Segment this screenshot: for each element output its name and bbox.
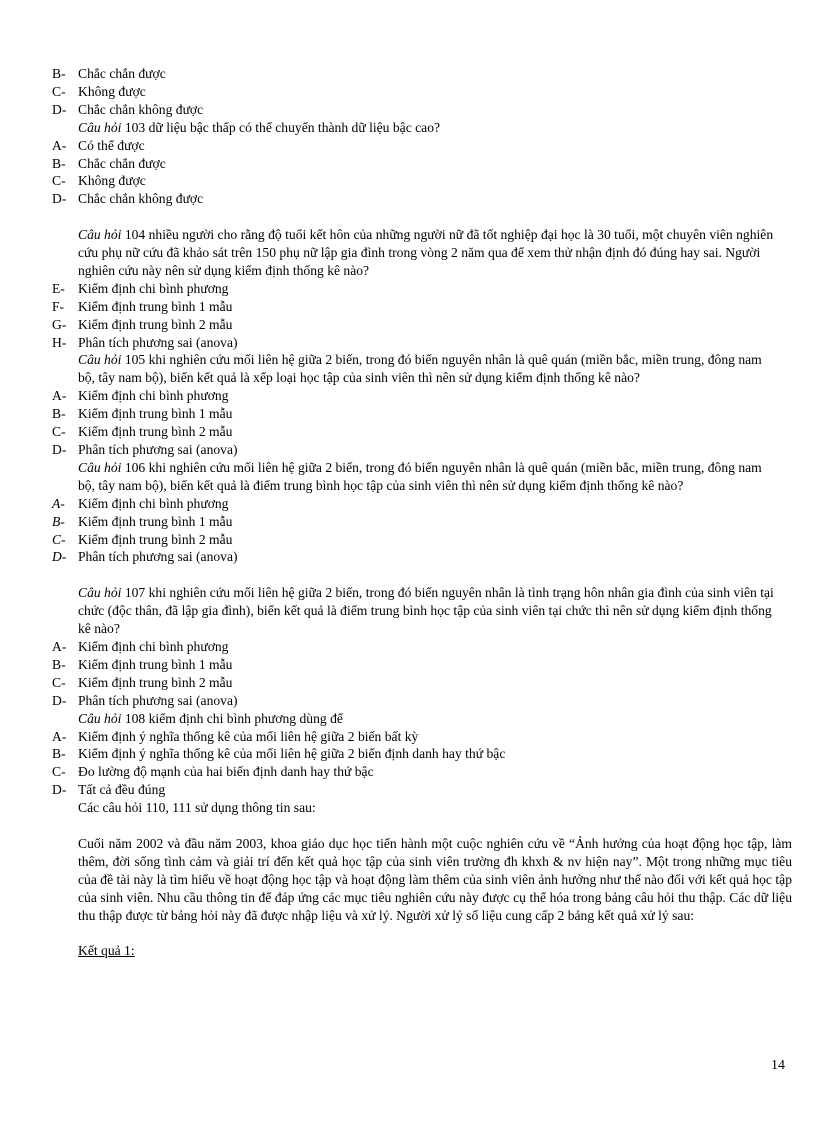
option-c xyxy=(52,763,792,781)
question-text: 103 dữ liệu bậc thấp có thể chuyển thành dữ liệu bậc cao? xyxy=(121,119,441,135)
option-d xyxy=(52,441,792,459)
question-label: Câu hỏi xyxy=(78,119,122,135)
option-text: Kiểm định trung bình 1 mẫu xyxy=(78,513,233,529)
question-text: 107 khi nghiên cứu mối liên hệ giữa 2 biến, trong đó biến nguyên nhân là tình trạng hôn nhân gia đình của sinh viên tại chức (độc thân, đã lập gia đình), biến kết quả là điểm trung bình học tập của sinh viên tại chức thì nên sử dụng kiểm định thống kê nào? xyxy=(78,585,774,637)
option-letter: G- xyxy=(52,316,67,332)
option-letter: F- xyxy=(52,298,65,314)
option-letter: B- xyxy=(52,66,66,81)
option-letter: E- xyxy=(52,280,65,296)
option-letter: A- xyxy=(52,638,67,654)
spacer xyxy=(52,924,792,942)
option-c xyxy=(52,83,792,101)
question-106 xyxy=(52,459,792,495)
question-label: Câu hỏi xyxy=(78,227,122,243)
option-text: Tất cả đều đúng xyxy=(78,782,166,798)
question-label: Câu hỏi xyxy=(78,459,122,475)
option-letter: D- xyxy=(52,549,67,565)
question-text: 106 khi nghiên cứu mối liên hệ giữa 2 biến, trong đó biến nguyên nhân là quê quán (miền bắc, miền trung, đông nam bộ, tây nam bộ), biến kết quả là điểm trung bình học tập của sinh viên thì nên sử dụng kiểm định thống kê nào? xyxy=(78,459,762,493)
option-text: Không được xyxy=(78,173,146,189)
option-c xyxy=(52,172,792,190)
spacer xyxy=(52,817,792,835)
option-text: Kiểm định chi bình phương xyxy=(78,495,229,511)
option-c xyxy=(52,674,792,692)
option-a xyxy=(52,728,792,746)
result-heading: Kết quả 1: xyxy=(78,943,135,959)
option-text: Kiểm định ý nghĩa thống kê của mối liên hệ giữa 2 biến định danh hay thứ bậc xyxy=(78,746,506,762)
question-text: 105 khi nghiên cứu mối liên hệ giữa 2 biến, trong đó biến nguyên nhân là quê quán (miền bắc, miền trung, đông nam bộ, tây nam bộ), biến kết quả là xếp loại học tập của sinh viên thì nên sử dụng kiểm định thống kê nào? xyxy=(78,352,762,386)
question-107 xyxy=(52,584,792,638)
option-letter: B- xyxy=(52,746,66,762)
option-a xyxy=(52,638,792,656)
option-letter: A- xyxy=(52,388,67,404)
option-letter: H- xyxy=(52,334,67,350)
option-b xyxy=(52,745,792,763)
option-text: Kiểm định trung bình 2 mẫu xyxy=(78,316,233,332)
option-d xyxy=(52,781,792,799)
question-104 xyxy=(52,226,792,280)
option-letter: C- xyxy=(52,173,66,189)
option-letter: D- xyxy=(52,782,67,798)
question-103 xyxy=(52,119,792,137)
option-text: Kiểm định trung bình 2 mẫu xyxy=(78,531,233,547)
option-text: Kiểm định trung bình 1 mẫu xyxy=(78,656,233,672)
option-letter: B- xyxy=(52,406,66,422)
option-text: Kiểm định chi bình phương xyxy=(78,388,229,404)
option-a xyxy=(52,495,792,513)
option-d xyxy=(52,190,792,208)
option-text: Phân tích phương sai (anova) xyxy=(78,692,238,708)
option-a xyxy=(52,387,792,405)
option-letter: D- xyxy=(52,692,67,708)
option-text: Phân tích phương sai (anova) xyxy=(78,334,238,350)
question-label: Câu hỏi xyxy=(78,585,122,601)
option-text: Kiểm định trung bình 2 mẫu xyxy=(78,674,233,690)
question-label: Câu hỏi xyxy=(78,352,122,368)
option-text: Chắc chắn không được xyxy=(78,101,204,117)
option-text: Đo lường độ mạnh của hai biến định danh hay thứ bậc xyxy=(78,764,374,780)
question-105 xyxy=(52,351,792,387)
page-content xyxy=(52,65,792,960)
option-text: Kiểm định trung bình 1 mẫu xyxy=(78,298,233,314)
context-paragraph: Cuối năm 2002 và đầu năm 2003, khoa giáo dục học tiến hành một cuộc nghiên cứu về “Ảnh hưởng của hoạt động học tập, làm thêm, đời sống tình cảm và giải trí đến kết quả học tập của sinh viên trường đh khxh & nv hiện nay”. Một trong những mục tiêu của đề tài này là tìm hiểu về hoạt động học tập và hoạt động làm thêm của sinh viên ảnh hưởng như thế nào đối với kết quả học tập của sinh viên. Nhu cầu thông tin để đáp ứng các mục tiêu nghiên cứu này được cụ thể hóa trong bảng câu hỏi thu thập. Các dữ liệu thu thập được từ bảng hỏi này đã được nhập liệu và xử lý. Người xử lý số liệu cung cấp 2 bảng kết quả xử lý sau: xyxy=(78,835,792,923)
option-b xyxy=(52,513,792,531)
option-letter: A- xyxy=(52,728,67,744)
option-text: Kiểm định trung bình 1 mẫu xyxy=(78,406,233,422)
option-d xyxy=(52,101,792,119)
spacer xyxy=(52,208,792,226)
option-letter: C- xyxy=(52,764,66,780)
option-e xyxy=(52,280,792,298)
option-text: Kiểm định chi bình phương xyxy=(78,280,229,296)
option-b xyxy=(52,405,792,423)
option-text: Có thể được xyxy=(78,137,145,153)
option-letter: B- xyxy=(52,656,66,672)
option-text: Chắc chắn không được xyxy=(78,191,204,207)
option-d xyxy=(52,548,792,566)
option-letter: D- xyxy=(52,101,67,117)
option-letter: D- xyxy=(52,442,67,458)
intro-line: Các câu hỏi 110, 111 sử dụng thông tin sau: xyxy=(78,800,316,816)
option-letter: C- xyxy=(52,674,66,690)
page-number: 14 xyxy=(771,1058,785,1073)
question-text: 108 kiểm định chi bình phương dùng để xyxy=(121,710,343,726)
option-text: Phân tích phương sai (anova) xyxy=(78,549,238,565)
option-text: Phân tích phương sai (anova) xyxy=(78,442,238,458)
option-text: Chắc chắn được xyxy=(78,155,166,171)
option-a xyxy=(52,137,792,155)
option-b xyxy=(52,155,792,173)
option-letter: B- xyxy=(52,513,65,529)
option-text: Chắc chắn được xyxy=(78,66,166,81)
option-d xyxy=(52,692,792,710)
option-letter: C- xyxy=(52,531,66,547)
option-text: Kiểm định chi bình phương xyxy=(78,638,229,654)
option-c xyxy=(52,423,792,441)
option-text: Không được xyxy=(78,83,146,99)
option-b xyxy=(52,656,792,674)
option-letter: B- xyxy=(52,155,66,171)
option-f xyxy=(52,298,792,316)
question-label: Câu hỏi xyxy=(78,710,122,726)
spacer xyxy=(52,566,792,584)
option-letter: C- xyxy=(52,83,66,99)
option-b xyxy=(52,65,792,83)
question-108 xyxy=(52,710,792,728)
option-text: Kiểm định trung bình 2 mẫu xyxy=(78,424,233,440)
question-text: 104 nhiều người cho rằng độ tuổi kết hôn của những người nữ đã tốt nghiệp đại học là 30 tuổi, một chuyên viên nghiên cứu phụ nữ cứu đã khảo sát trên 150 phụ nữ lập gia đình trong vòng 2 năm qua để xem thử nhận định đó đúng hay sai. Người nghiên cứu này nên sử dụng kiểm định thống kê nào? xyxy=(78,227,774,278)
option-h xyxy=(52,334,792,352)
option-c xyxy=(52,531,792,549)
option-text: Kiểm định ý nghĩa thống kê của mối liên hệ giữa 2 biến bất kỳ xyxy=(78,728,419,744)
option-letter: A- xyxy=(52,495,65,511)
option-letter: A- xyxy=(52,137,67,153)
option-letter: C- xyxy=(52,424,66,440)
option-letter: D- xyxy=(52,191,67,207)
option-g xyxy=(52,316,792,334)
